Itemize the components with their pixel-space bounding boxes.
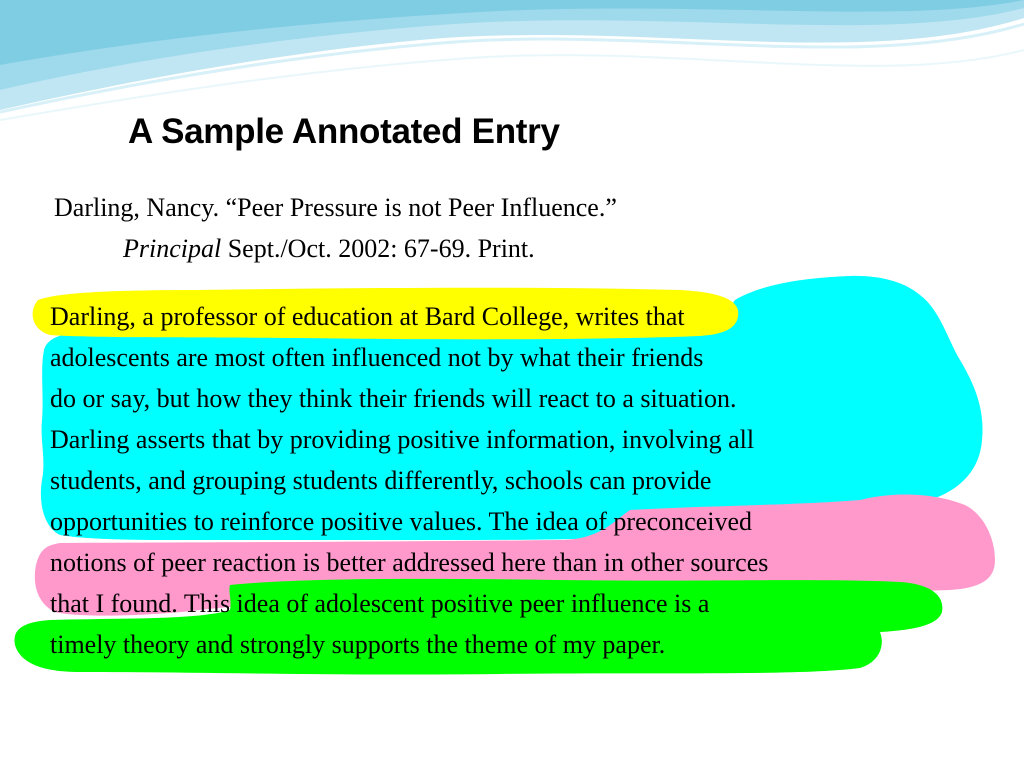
citation-line-1: Darling, Nancy. “Peer Pressure is not Peer Influence.” xyxy=(54,193,617,222)
annotation-line-8: that I found. This idea of adolescent positive peer influence is a xyxy=(50,589,710,618)
annotation-line-5: students, and grouping students differently, schools can provide xyxy=(50,466,712,495)
annotation-line-2: adolescents are most often influenced not by what their friends xyxy=(50,343,704,372)
annotation-line-6: opportunities to reinforce positive values. The idea of preconceived xyxy=(50,507,752,536)
journal-title: Principal xyxy=(123,234,222,263)
annotation-line-1: Darling, a professor of education at Bard College, writes that xyxy=(50,302,685,331)
annotation-line-4: Darling asserts that by providing positive information, involving all xyxy=(50,425,755,454)
annotation-line-9: timely theory and strongly supports the theme of my paper. xyxy=(50,630,666,659)
citation-details: Sept./Oct. 2002: 67-69. Print. xyxy=(221,234,535,263)
annotation-line-3: do or say, but how they think their friends will react to a situation. xyxy=(50,384,737,413)
slide-title: A Sample Annotated Entry xyxy=(128,112,560,151)
annotation-line-7: notions of peer reaction is better addressed here than in other sources xyxy=(50,548,769,577)
